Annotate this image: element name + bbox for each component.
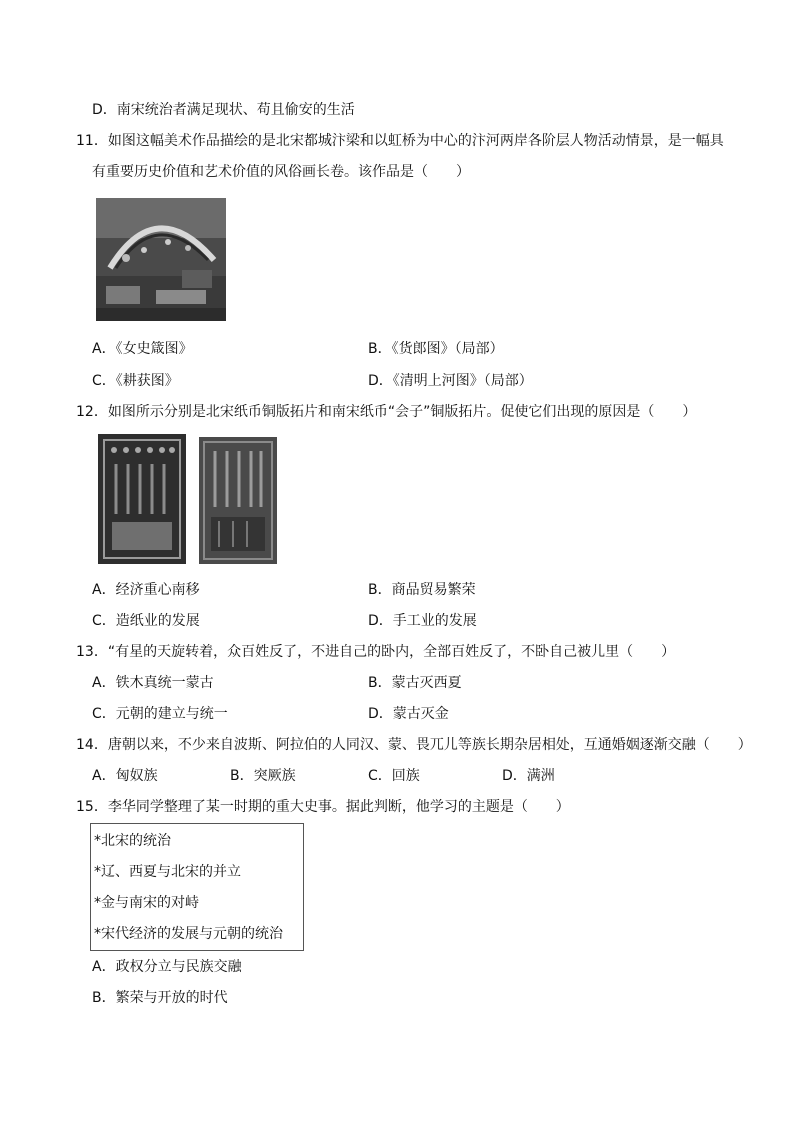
q15-stem: 15．李华同学整理了某一时期的重大史事。据此判断，他学习的主题是（ ）: [76, 799, 570, 815]
q13-stem: 13．“有星的天旋转着，众百姓反了，不进自己的卧内，全部百姓反了，不卧自己被儿里（ ）: [76, 644, 676, 660]
q11-stem-line-2: 有重要历史价值和艺术价值的风俗画长卷。该作品是（ ）: [92, 164, 470, 180]
q11-stem-line-1: 11．如图这幅美术作品描绘的是北宋都城汴梁和以虹桥为中心的汴河两岸各阶层人物活动情景，是一幅具: [76, 133, 724, 149]
q15-box-item: *北宋的统治: [94, 833, 171, 849]
q15-box-item: *金与南宋的对峙: [94, 895, 199, 911]
q13-option-d: D．蒙古灭金: [368, 706, 449, 722]
q14-stem: 14．唐朝以来，不少来自波斯、阿拉伯的人同汉、蒙、畏兀儿等族长期杂居相处，互通婚姻逐渐交融（ ）: [76, 737, 752, 753]
q14-option-c: C．回族: [368, 768, 420, 784]
q12-stem: 12．如图所示分别是北宋纸币铜版拓片和南宋纸币“会子”铜版拓片。促使它们出现的原因是（ ）: [76, 404, 697, 420]
q12-option-b: B．商品贸易繁荣: [368, 582, 476, 598]
q10-option-d: D．南宋统治者满足现状、苟且偷安的生活: [92, 102, 355, 118]
q13-option-c: C．元朝的建立与统一: [92, 706, 228, 722]
q11-option-a: A．《女史箴图》: [92, 341, 193, 357]
q12-option-d: D．手工业的发展: [368, 613, 477, 629]
q15-events-box: [90, 823, 304, 951]
q14-option-d: D．满洲: [502, 768, 555, 784]
qingming-painting-image: [96, 198, 226, 321]
q15-box-item: *宋代经济的发展与元朝的统治: [94, 926, 283, 942]
q15-option-b: B．繁荣与开放的时代: [92, 990, 228, 1006]
q13-option-b: B．蒙古灭西夏: [368, 675, 462, 691]
q12-option-c: C．造纸业的发展: [92, 613, 200, 629]
q12-option-a: A．经济重心南移: [92, 582, 200, 598]
painting-illustration: [96, 198, 226, 321]
q11-option-d: D．《清明上河图》（局部）: [368, 373, 533, 389]
northern-song-note-rubbing-image: [98, 434, 186, 564]
banknote-rubbing-left: [98, 434, 186, 564]
q11-option-b: B．《货郎图》（局部）: [368, 341, 504, 357]
q15-box-item: *辽、西夏与北宋的并立: [94, 864, 241, 880]
q14-option-b: B．突厥族: [230, 768, 296, 784]
q15-option-a: A．政权分立与民族交融: [92, 959, 242, 975]
q11-option-c: C．《耕获图》: [92, 373, 179, 389]
q13-option-a: A．铁木真统一蒙古: [92, 675, 214, 691]
q14-option-a: A．匈奴族: [92, 768, 158, 784]
southern-song-huizi-rubbing-image: [199, 437, 277, 564]
banknote-rubbing-right: [199, 437, 277, 564]
